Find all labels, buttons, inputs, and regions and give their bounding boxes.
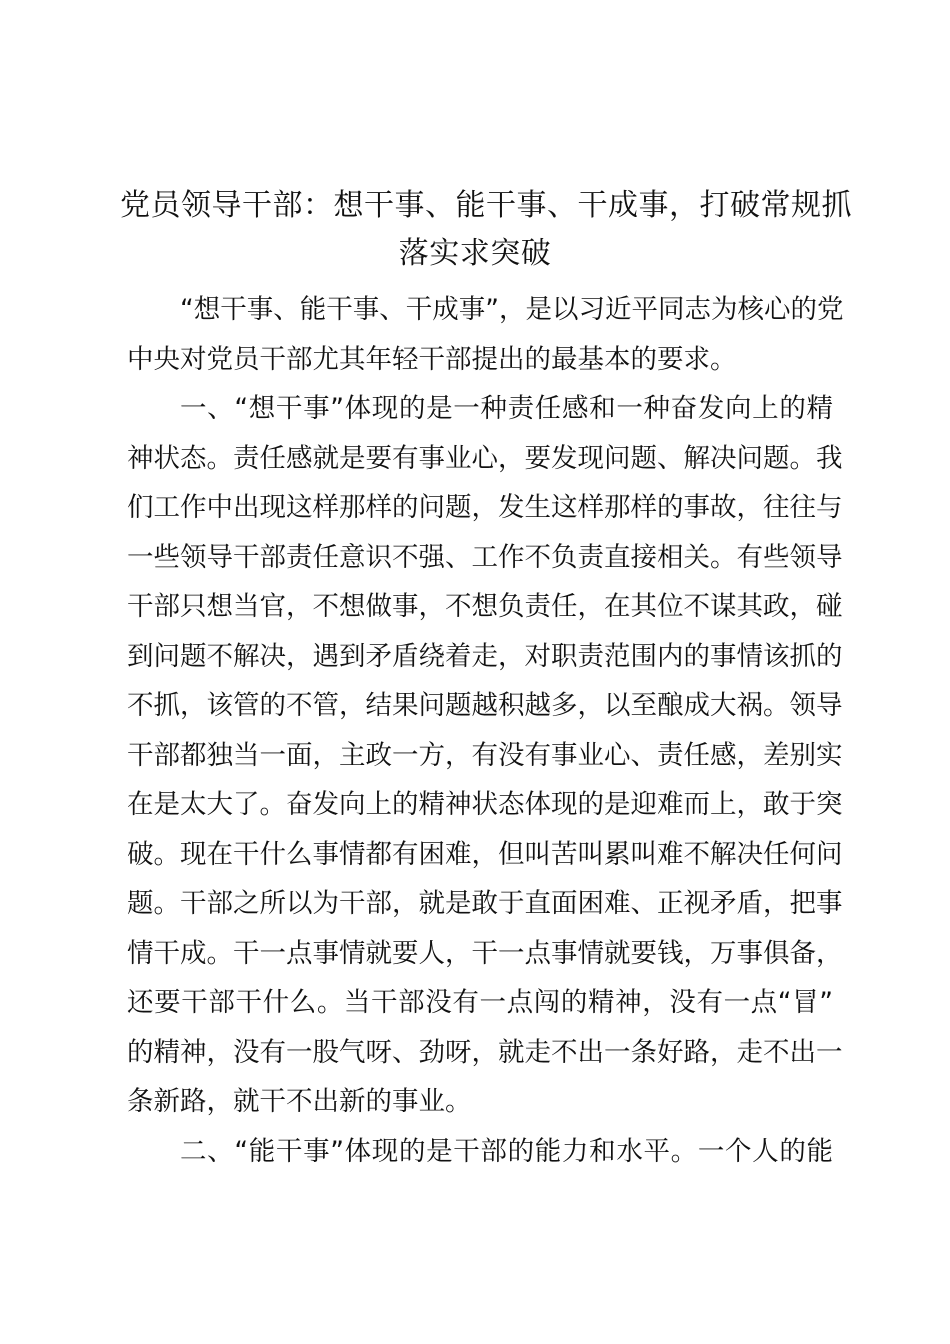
text-line: 情干成。干一点事情就要人，干一点事情就要钱，万事俱备， <box>127 937 843 969</box>
text-line: 一、“想干事”体现的是一种责任感和一种奋发向上的精 <box>180 393 833 424</box>
title-line-1: 党员领导干部：想干事、能干事、干成事，打破常规抓 <box>120 188 852 223</box>
text-line: 干部只想当官，不想做事，不想负责任，在其位不谋其政，碰 <box>127 591 843 622</box>
text-line: 一些领导干部责任意识不强、工作不负责直接相关。有些领导 <box>127 541 843 573</box>
text-line: 题。干部之所以为干部，就是敢于直面困难、正视矛盾，把事 <box>127 888 843 919</box>
text-line: “想干事、能干事、干成事”，是以习近平同志为核心的党 <box>180 294 844 325</box>
text-line: 条新路，就干不出新的事业。 <box>127 1086 472 1117</box>
text-line: 神状态。责任感就是要有事业心，要发现问题、解决问题。我 <box>127 442 843 474</box>
text-line: 破。现在干什么事情都有困难，但叫苦叫累叫难不解决任何问 <box>127 838 843 870</box>
document-body <box>127 285 844 1176</box>
text-line: 还要干部干什么。当干部没有一点闯的精神，没有一点“冒” <box>127 987 833 1018</box>
text-line: 干部都独当一面，主政一方，有没有事业心、责任感，差别实 <box>127 739 843 771</box>
text-line: 在是太大了。奋发向上的精神状态体现的是迎难而上，敢于突 <box>127 789 843 820</box>
text-line: 二、“能干事”体现的是干部的能力和水平。一个人的能 <box>180 1135 833 1167</box>
text-line: 的精神，没有一股气呀、劲呀，就走不出一条好路，走不出一 <box>127 1036 843 1068</box>
text-line: 到问题不解决，遇到矛盾绕着走，对职责范围内的事情该抓的 <box>127 640 843 672</box>
document-title <box>120 182 852 278</box>
text-line: 不抓，该管的不管，结果问题越积越多，以至酿成大祸。领导 <box>127 690 843 721</box>
title-line-2: 落实求突破 <box>398 236 552 271</box>
text-line: 中央对党员干部尤其年轻干部提出的最基本的要求。 <box>127 343 737 375</box>
text-line: 们工作中出现这样那样的问题，发生这样那样的事故，往往与 <box>127 492 843 523</box>
